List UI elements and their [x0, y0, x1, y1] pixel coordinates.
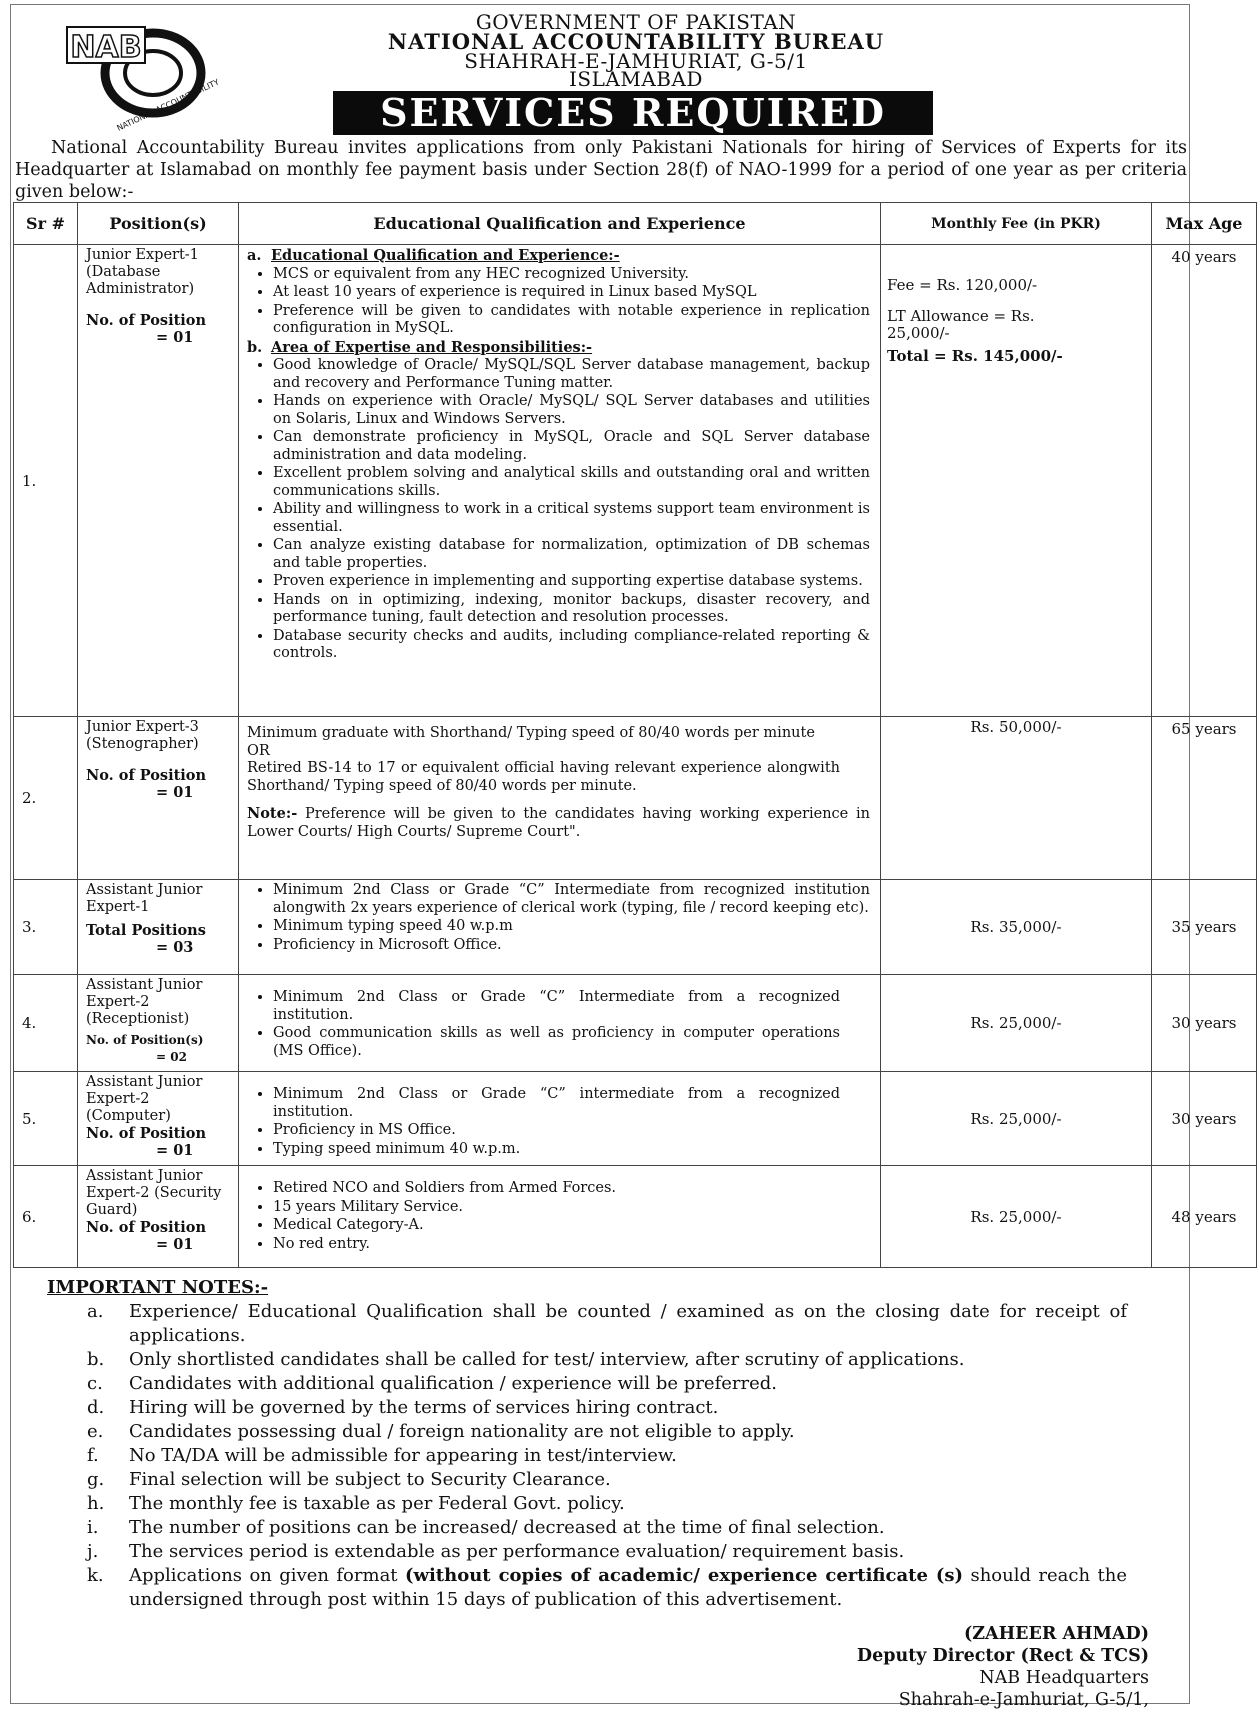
nab-logo — [61, 17, 221, 133]
position-count: = 03 — [156, 939, 194, 956]
header-address: SHAHRAH-E-JAMHURIAT, G-5/1 — [464, 49, 808, 73]
list-item: • Good communication skills as well as proficiency in computer operations (MS Office). — [273, 1025, 840, 1060]
list-item: • Minimum 2nd Class or Grade “C” Intermediate from a recognized institution. — [273, 989, 840, 1024]
table-header-row — [14, 203, 1257, 245]
section-a-heading: a. Educational Qualification and Experience:- — [247, 247, 620, 264]
list-item: • Excellent problem solving and analytical skills and outstanding oral and written communications skills. — [273, 465, 870, 500]
requirement-or: OR — [247, 742, 270, 759]
header-qualification: Educational Qualification and Experience — [239, 203, 881, 245]
position-title: Assistant Junior Expert-2 (Security Guard) — [86, 1168, 222, 1218]
section-b-list — [247, 357, 870, 663]
fee-allowance: LT Allowance = Rs. 25,000/- — [887, 307, 1035, 342]
list-item: • Can demonstrate proficiency in MySQL, Oracle and SQL Server database administration and data modeling. — [273, 429, 870, 464]
table-row — [14, 880, 1257, 975]
list-item: • Hands on experience with Oracle/ MySQL/ SQL Server databases and utilities on Solaris, Linux and Windows Servers. — [273, 393, 870, 428]
section-b-heading: b. Area of Expertise and Responsibilities:- — [247, 338, 593, 356]
list-item: • Good knowledge of Oracle/ MySQL/SQL Server database management, backup and recovery and Performance Tuning matter. — [273, 357, 870, 392]
row-age: 40 years — [1152, 245, 1257, 717]
table-row — [14, 975, 1257, 1072]
header-bureau: NATIONAL ACCOUNTABILITY BUREAU — [387, 29, 885, 54]
row-sr: 1. — [14, 245, 78, 717]
row-position — [78, 1072, 239, 1166]
list-item: • Proficiency in Microsoft Office. — [273, 937, 870, 955]
signatory-address: Shahrah-e-Jamhuriat, G-5/1, — [898, 1690, 1149, 1710]
row-qualification — [239, 880, 881, 975]
row-qualification — [239, 1166, 881, 1268]
section-a-list — [247, 266, 870, 338]
note-item: f. No TA/DA will be admissible for appearing in test/interview. — [87, 1445, 677, 1466]
header-city: ISLAMABAD — [569, 67, 703, 91]
note-item: j. The services period is extendable as per performance evaluation/ requirement basis. — [87, 1541, 905, 1562]
position-count-label: No. of Position — [86, 1125, 207, 1142]
signature-block — [857, 1623, 1149, 1711]
requirement-list — [247, 1180, 870, 1253]
list-item: • Retired NCO and Soldiers from Armed Forces. — [273, 1180, 870, 1198]
row-qualification — [239, 1072, 881, 1166]
row-sr: 5. — [14, 1072, 78, 1166]
note-item: i. The number of positions can be increased/ decreased at the time of final selection. — [87, 1517, 885, 1538]
header-age: Max Age — [1152, 203, 1257, 245]
intro-paragraph: National Accountability Bureau invites applications from only Pakistani Nationals for hiring of Services of Experts for its Headquarter at Islamabad on monthly fee payment basis under Section 28(f) of NAO-1999 for a period of one year as per criteria given below:- — [15, 138, 1187, 202]
row-fee: Rs. 50,000/- — [881, 717, 1152, 880]
position-count-label: No. of Position — [86, 767, 207, 784]
note-item: c. Candidates with additional qualification / experience will be preferred. — [87, 1373, 777, 1394]
svg-text:NAB: NAB — [70, 30, 142, 65]
row-age: 48 years — [1152, 1166, 1257, 1268]
row-position — [78, 245, 239, 717]
position-count-label: Total Positions — [86, 922, 206, 939]
row-fee: Rs. 25,000/- — [881, 1072, 1152, 1166]
list-item: • 15 years Military Service. — [273, 1199, 870, 1217]
position-title: Assistant Junior Expert-2 (Receptionist) — [86, 977, 203, 1027]
important-notes — [47, 1276, 1127, 1612]
note-item: b. Only shortlisted candidates shall be called for test/ interview, after scrutiny of applications. — [87, 1349, 965, 1370]
row-qualification — [239, 717, 881, 880]
note-item: d. Hiring will be governed by the terms of services hiring contract. — [87, 1397, 719, 1418]
header-position: Position(s) — [78, 203, 239, 245]
list-item: • Preference will be given to candidates with notable experience in replication configuration in MySQL. — [273, 303, 870, 338]
table-row — [14, 1072, 1257, 1166]
row-age: 35 years — [1152, 880, 1257, 975]
position-title: Junior Expert-1 (Database Administrator) — [86, 247, 199, 297]
row-qualification — [239, 975, 881, 1072]
row-qualification — [239, 245, 881, 717]
notes-title: IMPORTANT NOTES:- — [47, 1277, 269, 1298]
requirement-list — [247, 989, 870, 1060]
list-item: • Database security checks and audits, including compliance-related reporting & controls. — [273, 628, 870, 663]
row-sr: 3. — [14, 880, 78, 975]
row-fee: Rs. 35,000/- — [881, 880, 1152, 975]
services-required-banner: SERVICES REQUIRED — [333, 91, 933, 135]
position-count: = 01 — [156, 329, 194, 346]
svg-text:NATIONAL ACCOUNTABILITY: NATIONAL ACCOUNTABILITY — [115, 77, 221, 133]
table-row — [14, 1166, 1257, 1268]
fee-amount: Fee = Rs. 120,000/- — [887, 276, 1038, 294]
list-item: • Proficiency in MS Office. — [273, 1122, 840, 1140]
table-row — [14, 245, 1257, 717]
position-count: = 02 — [156, 1050, 187, 1064]
requirement-text: Minimum graduate with Shorthand/ Typing speed of 80/40 words per minute — [247, 725, 815, 741]
row-sr: 4. — [14, 975, 78, 1072]
list-item: • MCS or equivalent from any HEC recognized University. — [273, 266, 870, 284]
requirement-text: Retired BS-14 to 17 or equivalent official having relevant experience alongwith Shorthand/ Typing speed of 80/40 words per minute. — [247, 760, 840, 794]
row-fee: Rs. 25,000/- — [881, 975, 1152, 1072]
signatory-name: (ZAHEER AHMAD) — [964, 1624, 1149, 1644]
positions-table — [13, 202, 1257, 1268]
advertisement-page — [10, 4, 1243, 1710]
list-item: • At least 10 years of experience is required in Linux based MySQL — [273, 284, 870, 302]
row-age: 30 years — [1152, 975, 1257, 1072]
position-title: Assistant Junior Expert-1 — [86, 882, 203, 915]
position-count: = 01 — [156, 1236, 194, 1253]
list-item: • Ability and willingness to work in a critical systems support team environment is essential. — [273, 501, 870, 536]
header-fee: Monthly Fee (in PKR) — [881, 203, 1152, 245]
list-item: • Minimum 2nd Class or Grade “C” Intermediate from recognized institution alongwith 2x years experience of clerical work (typing, file / record keeping etc). — [273, 882, 870, 917]
row-fee: Rs. 25,000/- — [881, 1166, 1152, 1268]
note-item: k. Applications on given format (without copies of academic/ experience certificate (s) should reach the undersigned through post within 15 days of publication of this advertisement. — [87, 1565, 1127, 1610]
position-title: Junior Expert-3 (Stenographer) — [86, 719, 199, 752]
position-count-label: No. of Position — [86, 312, 207, 329]
note-item: g. Final selection will be subject to Security Clearance. — [87, 1469, 611, 1490]
position-count: = 01 — [156, 784, 194, 801]
row-sr: 6. — [14, 1166, 78, 1268]
table-row — [14, 717, 1257, 880]
row-sr: 2. — [14, 717, 78, 880]
list-item: • Can analyze existing database for normalization, optimization of DB schemas and table properties. — [273, 537, 870, 572]
note-item: h. The monthly fee is taxable as per Federal Govt. policy. — [87, 1493, 625, 1514]
list-item: • Proven experience in implementing and supporting expertise database systems. — [273, 573, 870, 591]
list-item: • Typing speed minimum 40 w.p.m. — [273, 1141, 840, 1159]
requirement-list — [247, 1086, 870, 1158]
header-government: GOVERNMENT OF PAKISTAN — [475, 10, 797, 34]
header-sr: Sr # — [14, 203, 78, 245]
row-fee — [881, 245, 1152, 717]
note-item: e. Candidates possessing dual / foreign nationality are not eligible to apply. — [87, 1421, 795, 1442]
list-item: • Minimum 2nd Class or Grade “C” intermediate from a recognized institution. — [273, 1086, 840, 1121]
row-position — [78, 880, 239, 975]
signatory-office: NAB Headquarters — [979, 1668, 1149, 1688]
list-item: • Medical Category-A. — [273, 1217, 870, 1235]
row-position — [78, 975, 239, 1072]
list-item: • Minimum typing speed 40 w.p.m — [273, 918, 870, 936]
list-item: • No red entry. — [273, 1236, 870, 1254]
position-count-label: No. of Position(s) — [86, 1033, 204, 1047]
requirement-list — [247, 882, 870, 954]
row-age: 65 years — [1152, 717, 1257, 880]
list-item: • Hands on in optimizing, indexing, monitor backups, disaster recovery, and performance tuning, fault detection and resolution processes. — [273, 592, 870, 627]
fee-total: Total = Rs. 145,000/- — [887, 347, 1063, 365]
row-position — [78, 717, 239, 880]
position-title: Assistant Junior Expert-2 (Computer) — [86, 1074, 203, 1124]
signatory-title: Deputy Director (Rect & TCS) — [856, 1646, 1149, 1666]
row-age: 30 years — [1152, 1072, 1257, 1166]
requirement-note: Note:- Preference will be given to the candidates having working experience in Lower Courts/ High Courts/ Supreme Court". — [247, 805, 870, 840]
row-position — [78, 1166, 239, 1268]
position-count-label: No. of Position — [86, 1219, 207, 1236]
position-count: = 01 — [156, 1142, 194, 1159]
note-item: a. Experience/ Educational Qualification shall be counted / examined as on the closing date for receipt of applications. — [87, 1301, 1127, 1346]
